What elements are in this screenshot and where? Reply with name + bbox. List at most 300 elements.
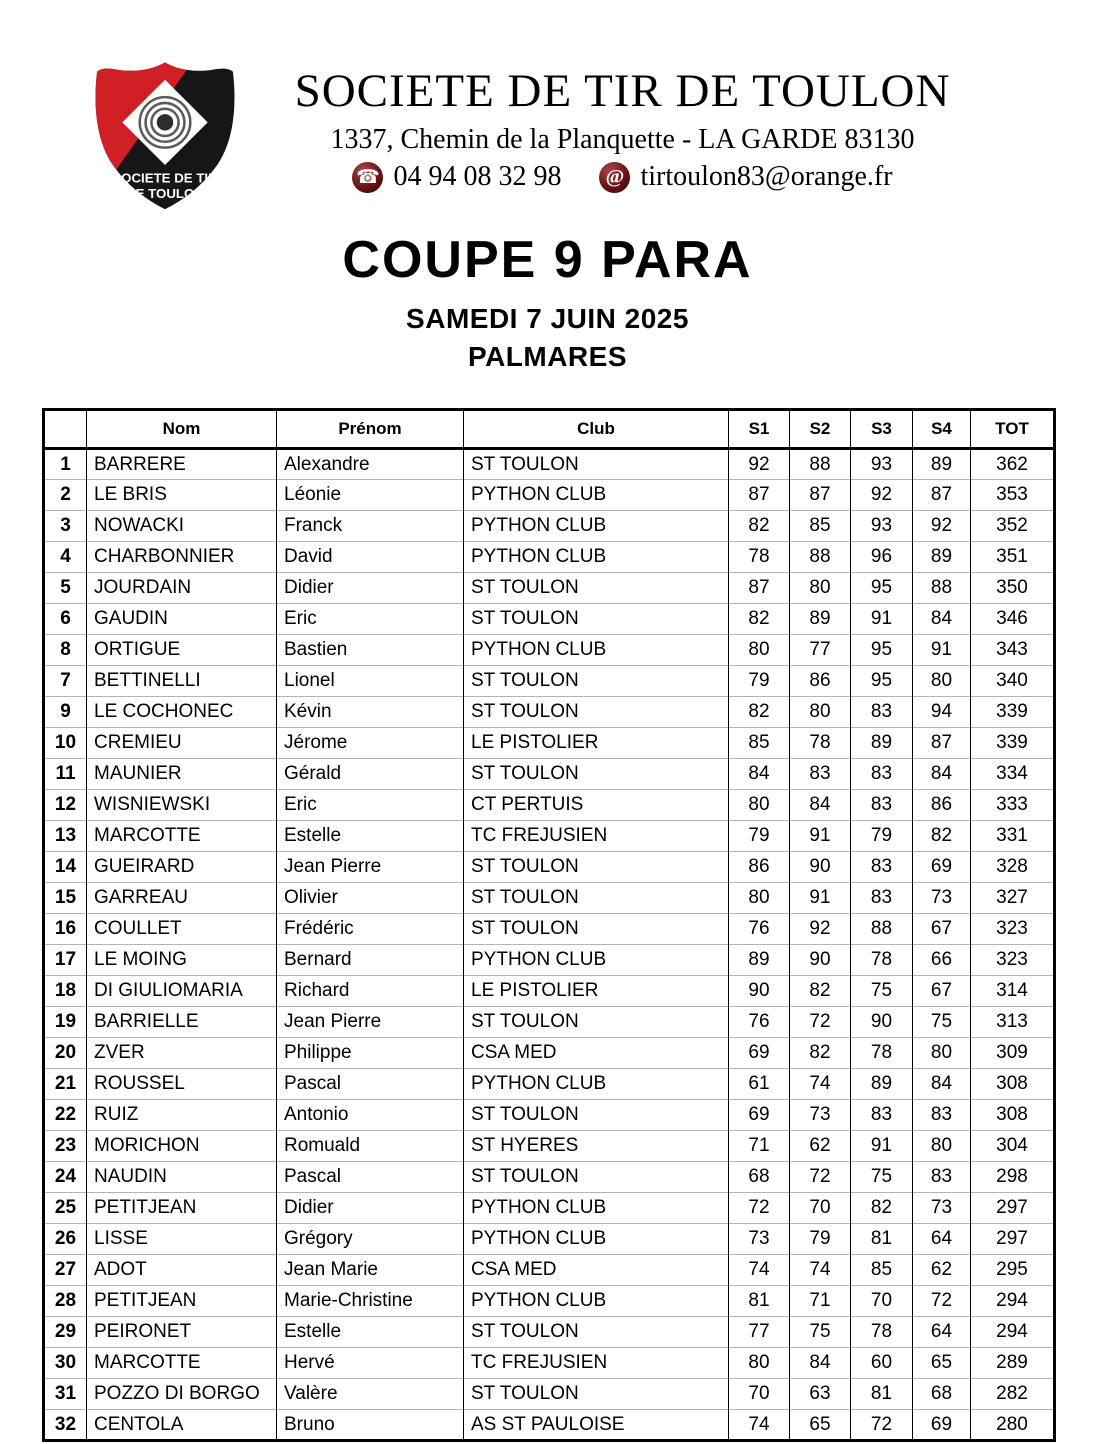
- cell-club: PYTHON CLUB: [464, 542, 729, 573]
- table-row: [44, 1317, 1055, 1348]
- cell-nom: MARCOTTE: [87, 1348, 277, 1379]
- cell-nom: CHARBONNIER: [87, 542, 277, 573]
- cell-s2: 91: [790, 883, 851, 914]
- cell-nom: NOWACKI: [87, 511, 277, 542]
- cell-s2: 88: [790, 542, 851, 573]
- cell-s3: 70: [851, 1286, 913, 1317]
- cell-rank: 20: [44, 1038, 87, 1069]
- cell-prenom: David: [277, 542, 464, 573]
- cell-s1: 78: [729, 542, 790, 573]
- cell-tot: 313: [971, 1007, 1055, 1038]
- cell-nom: ROUSSEL: [87, 1069, 277, 1100]
- cell-s4: 82: [913, 821, 971, 852]
- cell-s3: 72: [851, 1410, 913, 1441]
- cell-prenom: Didier: [277, 1193, 464, 1224]
- cell-nom: PETITJEAN: [87, 1286, 277, 1317]
- cell-s3: 91: [851, 1131, 913, 1162]
- cell-s4: 64: [913, 1224, 971, 1255]
- cell-tot: 339: [971, 728, 1055, 759]
- table-row: [44, 821, 1055, 852]
- cell-prenom: Bruno: [277, 1410, 464, 1441]
- cell-s3: 93: [851, 449, 913, 480]
- cell-tot: 333: [971, 790, 1055, 821]
- cell-s2: 82: [790, 976, 851, 1007]
- cell-s4: 75: [913, 1007, 971, 1038]
- cell-club: PYTHON CLUB: [464, 1069, 729, 1100]
- cell-club: ST TOULON: [464, 449, 729, 480]
- table-row: [44, 1286, 1055, 1317]
- cell-club: ST TOULON: [464, 697, 729, 728]
- cell-nom: CENTOLA: [87, 1410, 277, 1441]
- cell-s1: 71: [729, 1131, 790, 1162]
- cell-rank: 28: [44, 1286, 87, 1317]
- cell-nom: ZVER: [87, 1038, 277, 1069]
- cell-club: ST TOULON: [464, 852, 729, 883]
- cell-prenom: Pascal: [277, 1069, 464, 1100]
- cell-s3: 75: [851, 976, 913, 1007]
- cell-s2: 83: [790, 759, 851, 790]
- cell-s3: 78: [851, 1038, 913, 1069]
- cell-s3: 60: [851, 1348, 913, 1379]
- cell-nom: BARRIELLE: [87, 1007, 277, 1038]
- cell-s2: 72: [790, 1007, 851, 1038]
- cell-tot: 295: [971, 1255, 1055, 1286]
- cell-prenom: Estelle: [277, 1317, 464, 1348]
- cell-s4: 83: [913, 1162, 971, 1193]
- cell-tot: 314: [971, 976, 1055, 1007]
- cell-s2: 73: [790, 1100, 851, 1131]
- cell-club: ST TOULON: [464, 1162, 729, 1193]
- competition-date: SAMEDI 7 JUIN 2025: [406, 303, 689, 334]
- cell-s2: 74: [790, 1069, 851, 1100]
- cell-nom: PETITJEAN: [87, 1193, 277, 1224]
- cell-tot: 353: [971, 480, 1055, 511]
- cell-nom: RUIZ: [87, 1100, 277, 1131]
- cell-rank: 32: [44, 1410, 87, 1441]
- header-s4: S4: [913, 410, 971, 449]
- cell-s3: 95: [851, 666, 913, 697]
- cell-s3: 93: [851, 511, 913, 542]
- table-row: [44, 914, 1055, 945]
- cell-s2: 86: [790, 666, 851, 697]
- cell-s3: 92: [851, 480, 913, 511]
- cell-s4: 73: [913, 883, 971, 914]
- cell-prenom: Bernard: [277, 945, 464, 976]
- cell-tot: 304: [971, 1131, 1055, 1162]
- cell-nom: MORICHON: [87, 1131, 277, 1162]
- cell-prenom: Eric: [277, 790, 464, 821]
- cell-s4: 67: [913, 914, 971, 945]
- cell-rank: 4: [44, 542, 87, 573]
- cell-s1: 87: [729, 480, 790, 511]
- at-glyph: @: [605, 165, 625, 188]
- club-logo-shield-icon: [84, 56, 246, 214]
- cell-s3: 88: [851, 914, 913, 945]
- cell-s4: 87: [913, 728, 971, 759]
- cell-tot: 297: [971, 1224, 1055, 1255]
- header-nom: Nom: [87, 410, 277, 449]
- cell-tot: 339: [971, 697, 1055, 728]
- cell-tot: 346: [971, 604, 1055, 635]
- cell-s4: 66: [913, 945, 971, 976]
- cell-prenom: Valère: [277, 1379, 464, 1410]
- cell-prenom: Philippe: [277, 1038, 464, 1069]
- cell-club: TC FREJUSIEN: [464, 1348, 729, 1379]
- cell-club: CSA MED: [464, 1038, 729, 1069]
- cell-club: PYTHON CLUB: [464, 945, 729, 976]
- table-row: [44, 1410, 1055, 1441]
- cell-s1: 84: [729, 759, 790, 790]
- cell-prenom: Jean Pierre: [277, 852, 464, 883]
- cell-s4: 69: [913, 852, 971, 883]
- cell-prenom: Gérald: [277, 759, 464, 790]
- cell-s3: 81: [851, 1379, 913, 1410]
- cell-tot: 362: [971, 449, 1055, 480]
- cell-s2: 80: [790, 697, 851, 728]
- cell-club: LE PISTOLIER: [464, 728, 729, 759]
- contact-row: [250, 161, 995, 193]
- cell-s1: 82: [729, 511, 790, 542]
- cell-club: ST TOULON: [464, 1379, 729, 1410]
- cell-nom: ORTIGUE: [87, 635, 277, 666]
- cell-s2: 84: [790, 1348, 851, 1379]
- header-s2: S2: [790, 410, 851, 449]
- cell-s4: 91: [913, 635, 971, 666]
- cell-s2: 91: [790, 821, 851, 852]
- table-row: [44, 542, 1055, 573]
- cell-prenom: Romuald: [277, 1131, 464, 1162]
- cell-club: ST TOULON: [464, 604, 729, 635]
- title-block: [42, 230, 1053, 373]
- cell-s3: 85: [851, 1255, 913, 1286]
- table-row: [44, 1348, 1055, 1379]
- cell-s4: 84: [913, 604, 971, 635]
- cell-nom: CREMIEU: [87, 728, 277, 759]
- cell-s1: 70: [729, 1379, 790, 1410]
- cell-nom: LISSE: [87, 1224, 277, 1255]
- cell-prenom: Bastien: [277, 635, 464, 666]
- cell-prenom: Antonio: [277, 1100, 464, 1131]
- table-row: [44, 1255, 1055, 1286]
- table-row: [44, 511, 1055, 542]
- cell-s4: 83: [913, 1100, 971, 1131]
- cell-s1: 80: [729, 883, 790, 914]
- cell-tot: 294: [971, 1317, 1055, 1348]
- table-row: [44, 1100, 1055, 1131]
- cell-s1: 79: [729, 666, 790, 697]
- cell-nom: BETTINELLI: [87, 666, 277, 697]
- cell-rank: 9: [44, 697, 87, 728]
- cell-s1: 80: [729, 635, 790, 666]
- table-header-row: [44, 410, 1055, 449]
- cell-s2: 63: [790, 1379, 851, 1410]
- cell-s3: 83: [851, 852, 913, 883]
- cell-rank: 21: [44, 1069, 87, 1100]
- cell-s1: 89: [729, 945, 790, 976]
- cell-nom: MARCOTTE: [87, 821, 277, 852]
- cell-club: ST TOULON: [464, 1317, 729, 1348]
- cell-rank: 22: [44, 1100, 87, 1131]
- cell-s1: 68: [729, 1162, 790, 1193]
- cell-s4: 73: [913, 1193, 971, 1224]
- cell-rank: 8: [44, 635, 87, 666]
- table-row: [44, 1131, 1055, 1162]
- header-s1: S1: [729, 410, 790, 449]
- cell-s1: 86: [729, 852, 790, 883]
- header-tot: TOT: [971, 410, 1055, 449]
- cell-tot: 289: [971, 1348, 1055, 1379]
- cell-s3: 95: [851, 573, 913, 604]
- cell-tot: 309: [971, 1038, 1055, 1069]
- cell-s2: 82: [790, 1038, 851, 1069]
- cell-prenom: Didier: [277, 573, 464, 604]
- cell-s1: 74: [729, 1410, 790, 1441]
- table-row: [44, 1379, 1055, 1410]
- cell-s3: 82: [851, 1193, 913, 1224]
- cell-club: ST TOULON: [464, 759, 729, 790]
- cell-tot: 282: [971, 1379, 1055, 1410]
- letterhead-text: [250, 64, 995, 193]
- cell-s1: 82: [729, 604, 790, 635]
- cell-s4: 80: [913, 1131, 971, 1162]
- table-row: [44, 976, 1055, 1007]
- cell-s1: 92: [729, 449, 790, 480]
- table-row: [44, 945, 1055, 976]
- cell-s1: 72: [729, 1193, 790, 1224]
- cell-nom: LE COCHONEC: [87, 697, 277, 728]
- table-row: [44, 1162, 1055, 1193]
- cell-s1: 61: [729, 1069, 790, 1100]
- cell-s2: 70: [790, 1193, 851, 1224]
- results-table-body: [44, 449, 1055, 1441]
- cell-s1: 82: [729, 697, 790, 728]
- cell-rank: 13: [44, 821, 87, 852]
- cell-club: PYTHON CLUB: [464, 1193, 729, 1224]
- cell-s4: 68: [913, 1379, 971, 1410]
- cell-club: AS ST PAULOISE: [464, 1410, 729, 1441]
- cell-tot: 327: [971, 883, 1055, 914]
- cell-nom: LE MOING: [87, 945, 277, 976]
- cell-rank: 17: [44, 945, 87, 976]
- competition-title: COUPE 9 PARA: [342, 231, 753, 289]
- table-row: [44, 1007, 1055, 1038]
- cell-nom: JOURDAIN: [87, 573, 277, 604]
- cell-rank: 11: [44, 759, 87, 790]
- cell-nom: POZZO DI BORGO: [87, 1379, 277, 1410]
- header-s3: S3: [851, 410, 913, 449]
- cell-s4: 84: [913, 759, 971, 790]
- cell-s4: 92: [913, 511, 971, 542]
- cell-s3: 83: [851, 883, 913, 914]
- cell-rank: 16: [44, 914, 87, 945]
- cell-rank: 12: [44, 790, 87, 821]
- table-row: [44, 759, 1055, 790]
- cell-club: ST TOULON: [464, 573, 729, 604]
- cell-nom: GUEIRARD: [87, 852, 277, 883]
- cell-club: PYTHON CLUB: [464, 480, 729, 511]
- cell-nom: ADOT: [87, 1255, 277, 1286]
- cell-prenom: Estelle: [277, 821, 464, 852]
- cell-s3: 89: [851, 728, 913, 759]
- table-row: [44, 697, 1055, 728]
- cell-s4: 89: [913, 542, 971, 573]
- cell-s2: 85: [790, 511, 851, 542]
- cell-prenom: Olivier: [277, 883, 464, 914]
- cell-tot: 340: [971, 666, 1055, 697]
- results-table: [42, 408, 1056, 1442]
- cell-club: PYTHON CLUB: [464, 1224, 729, 1255]
- cell-nom: NAUDIN: [87, 1162, 277, 1193]
- club-address: 1337, Chemin de la Planquette - LA GARDE 83130: [330, 124, 915, 155]
- cell-s4: 84: [913, 1069, 971, 1100]
- cell-tot: 331: [971, 821, 1055, 852]
- cell-tot: 351: [971, 542, 1055, 573]
- cell-prenom: Frédéric: [277, 914, 464, 945]
- table-row: [44, 1069, 1055, 1100]
- cell-s2: 75: [790, 1317, 851, 1348]
- cell-prenom: Eric: [277, 604, 464, 635]
- email-icon: [599, 162, 630, 193]
- cell-s2: 79: [790, 1224, 851, 1255]
- table-row: [44, 666, 1055, 697]
- cell-rank: 6: [44, 604, 87, 635]
- cell-club: ST TOULON: [464, 1007, 729, 1038]
- cell-rank: 14: [44, 852, 87, 883]
- cell-prenom: Kévin: [277, 697, 464, 728]
- cell-tot: 328: [971, 852, 1055, 883]
- cell-s4: 69: [913, 1410, 971, 1441]
- cell-s1: 76: [729, 914, 790, 945]
- letterhead: [0, 0, 1100, 230]
- cell-s1: 80: [729, 790, 790, 821]
- cell-prenom: Léonie: [277, 480, 464, 511]
- cell-club: CT PERTUIS: [464, 790, 729, 821]
- cell-rank: 7: [44, 666, 87, 697]
- cell-rank: 18: [44, 976, 87, 1007]
- cell-s4: 89: [913, 449, 971, 480]
- table-row: [44, 573, 1055, 604]
- cell-s3: 83: [851, 759, 913, 790]
- logo-text-line1: SOCIETE DE TIR: [112, 170, 218, 186]
- cell-nom: GAUDIN: [87, 604, 277, 635]
- cell-rank: 5: [44, 573, 87, 604]
- cell-prenom: Jean Pierre: [277, 1007, 464, 1038]
- cell-tot: 352: [971, 511, 1055, 542]
- cell-prenom: Alexandre: [277, 449, 464, 480]
- cell-tot: 308: [971, 1069, 1055, 1100]
- cell-prenom: Franck: [277, 511, 464, 542]
- cell-nom: MAUNIER: [87, 759, 277, 790]
- cell-s1: 80: [729, 1348, 790, 1379]
- table-row: [44, 635, 1055, 666]
- cell-s3: 81: [851, 1224, 913, 1255]
- cell-nom: PEIRONET: [87, 1317, 277, 1348]
- cell-rank: 30: [44, 1348, 87, 1379]
- cell-club: ST TOULON: [464, 914, 729, 945]
- cell-rank: 29: [44, 1317, 87, 1348]
- cell-rank: 24: [44, 1162, 87, 1193]
- cell-s2: 92: [790, 914, 851, 945]
- cell-s3: 83: [851, 1100, 913, 1131]
- cell-tot: 323: [971, 945, 1055, 976]
- table-row: [44, 852, 1055, 883]
- cell-rank: 26: [44, 1224, 87, 1255]
- cell-tot: 350: [971, 573, 1055, 604]
- cell-s4: 87: [913, 480, 971, 511]
- cell-s2: 71: [790, 1286, 851, 1317]
- cell-rank: 25: [44, 1193, 87, 1224]
- cell-tot: 308: [971, 1100, 1055, 1131]
- cell-club: ST TOULON: [464, 666, 729, 697]
- cell-s1: 81: [729, 1286, 790, 1317]
- cell-prenom: Grégory: [277, 1224, 464, 1255]
- header-club: Club: [464, 410, 729, 449]
- cell-s2: 89: [790, 604, 851, 635]
- cell-s3: 89: [851, 1069, 913, 1100]
- cell-nom: COULLET: [87, 914, 277, 945]
- header-rank: [44, 410, 87, 449]
- table-row: [44, 883, 1055, 914]
- cell-s3: 75: [851, 1162, 913, 1193]
- cell-s4: 80: [913, 666, 971, 697]
- cell-club: LE PISTOLIER: [464, 976, 729, 1007]
- table-row: [44, 1038, 1055, 1069]
- cell-club: ST TOULON: [464, 883, 729, 914]
- email-address: tirtoulon83@orange.fr: [640, 161, 893, 192]
- club-name: SOCIETE DE TIR DE TOULON: [294, 65, 951, 117]
- cell-club: PYTHON CLUB: [464, 635, 729, 666]
- cell-s1: 69: [729, 1038, 790, 1069]
- cell-rank: 19: [44, 1007, 87, 1038]
- table-row: [44, 604, 1055, 635]
- cell-rank: 31: [44, 1379, 87, 1410]
- cell-s2: 80: [790, 573, 851, 604]
- logo-text-line2: DE TOULON: [126, 186, 204, 202]
- cell-s3: 78: [851, 945, 913, 976]
- cell-s4: 65: [913, 1348, 971, 1379]
- cell-nom: GARREAU: [87, 883, 277, 914]
- header-prenom: Prénom: [277, 410, 464, 449]
- cell-s2: 77: [790, 635, 851, 666]
- phone-glyph: ☎: [356, 166, 380, 188]
- cell-s1: 77: [729, 1317, 790, 1348]
- cell-s1: 69: [729, 1100, 790, 1131]
- cell-s3: 95: [851, 635, 913, 666]
- table-row: [44, 728, 1055, 759]
- cell-prenom: Lionel: [277, 666, 464, 697]
- cell-s2: 74: [790, 1255, 851, 1286]
- cell-s3: 79: [851, 821, 913, 852]
- cell-nom: DI GIULIOMARIA: [87, 976, 277, 1007]
- cell-nom: WISNIEWSKI: [87, 790, 277, 821]
- cell-s4: 72: [913, 1286, 971, 1317]
- table-row: [44, 790, 1055, 821]
- cell-rank: 10: [44, 728, 87, 759]
- cell-s1: 73: [729, 1224, 790, 1255]
- email-group: [599, 161, 892, 193]
- cell-club: PYTHON CLUB: [464, 1286, 729, 1317]
- cell-rank: 2: [44, 480, 87, 511]
- cell-prenom: Jérome: [277, 728, 464, 759]
- cell-s4: 62: [913, 1255, 971, 1286]
- cell-club: PYTHON CLUB: [464, 511, 729, 542]
- cell-s1: 79: [729, 821, 790, 852]
- cell-prenom: Marie-Christine: [277, 1286, 464, 1317]
- cell-s2: 88: [790, 449, 851, 480]
- table-row: [44, 449, 1055, 480]
- cell-rank: 23: [44, 1131, 87, 1162]
- cell-s1: 90: [729, 976, 790, 1007]
